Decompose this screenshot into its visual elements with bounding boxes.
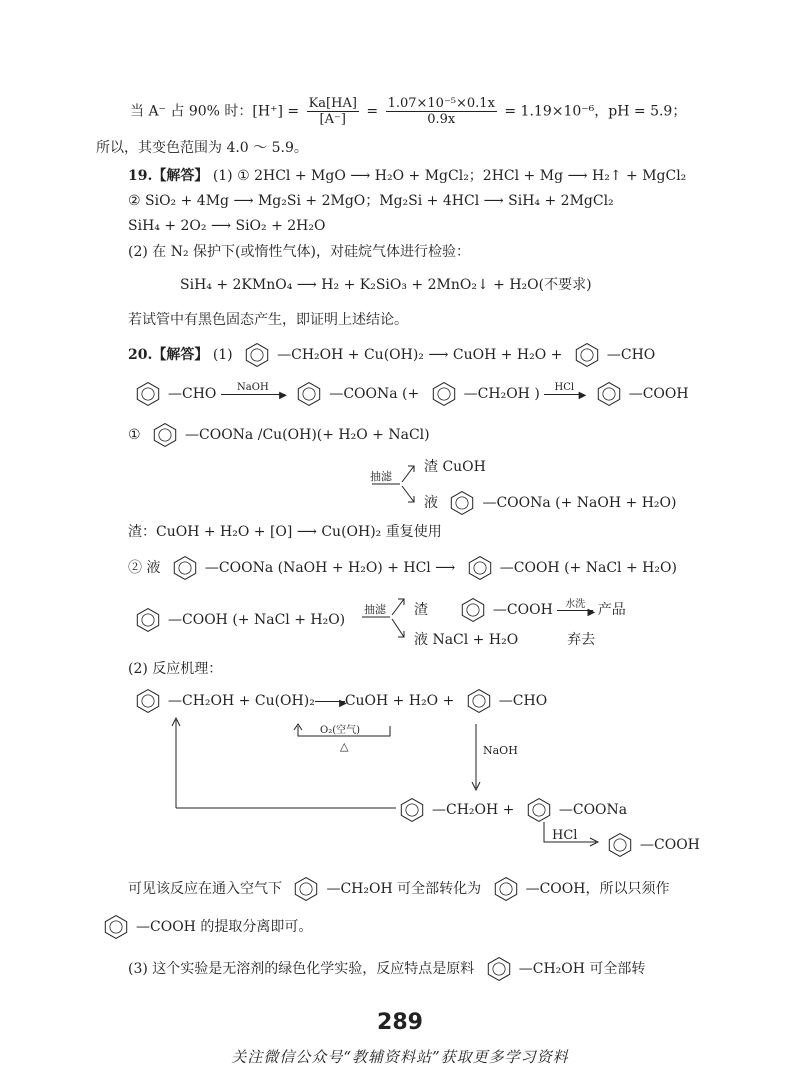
discard-label: 弃去 — [567, 632, 596, 648]
residue-acid: —COOH — [492, 602, 553, 618]
benzene-ring-icon — [130, 607, 166, 633]
conclusion-text-a: 可见该反应在通入空气下 — [128, 881, 282, 897]
benzene-ring-icon — [481, 956, 517, 982]
wash-label: 水洗 — [565, 598, 586, 610]
q19-conclusion: 若试管中有黑色固态产生，即证明上述结论。 — [128, 312, 408, 328]
q19-eq-3: SiH₄ + 2O₂ ⟶ SiO₂ + 2H₂O — [128, 218, 326, 234]
oxygen-air-label: O₂(空气) — [320, 725, 361, 736]
filtrate-contents: —COONa (+ NaOH + H₂O) — [482, 495, 677, 511]
benzene-ring-icon — [167, 555, 203, 581]
q20-part1-label: (1) — [212, 347, 233, 363]
product-label: 产品 — [597, 602, 626, 618]
naoh-reagent: NaOH — [237, 382, 269, 393]
benzene-ring-icon — [426, 381, 462, 407]
q19-heading: 19.【解答】 — [128, 168, 209, 184]
mechanism-title: (2) 反应机理： — [128, 661, 223, 677]
conclusion-text-c: —COOH，所以只须作 — [525, 881, 670, 897]
filtrate-1 — [424, 490, 676, 516]
wash-arrow: 水洗 ▶ — [557, 610, 593, 611]
calc-prefix: 当 A⁻ 占 90% 时：[H⁺] = — [130, 103, 300, 120]
q3-text-a: (3) 这个实验是无溶剂的绿色化学实验，反应特点是原料 — [128, 961, 475, 977]
value-fraction — [386, 96, 497, 127]
residue-label-2: 渣 — [414, 602, 428, 618]
residue-cuoh: 渣 CuOH — [424, 459, 486, 475]
hcl-reagent: HCl — [554, 382, 575, 393]
benzene-ring-icon — [455, 597, 491, 623]
q20-line-3 — [128, 422, 430, 448]
hcl-arrow: HCl ▶ — [544, 393, 584, 395]
branch-arrows-1 — [370, 456, 430, 516]
residue-2 — [414, 597, 626, 623]
benzene-ring-icon — [239, 342, 275, 368]
benzene-ring-icon — [462, 555, 498, 581]
mech-hcl-label: HCl — [552, 828, 578, 843]
mech-reactants: —CH₂OH + Cu(OH)₂ — [168, 693, 315, 709]
benzene-ring-icon — [602, 832, 638, 858]
page-number: 289 — [377, 1010, 423, 1035]
step-2-label: ② 液 — [128, 560, 161, 576]
value-denominator: 0.9x — [427, 112, 456, 127]
q19-line-1 — [128, 167, 686, 185]
range-conclusion: 所以，其变色范围为 4.0 ～ 5.9。 — [96, 140, 308, 156]
mech-intermediates: CuOH + H₂O + — [344, 693, 455, 709]
ka-numerator: Ka[HA] — [308, 96, 357, 111]
step2-products: —COOH (+ NaCl + H₂O) — [499, 560, 677, 576]
step-1-marker: ① — [128, 427, 141, 443]
ka-denominator: [A⁻] — [319, 112, 346, 127]
mech-benzoic-acid: —COOH — [640, 837, 700, 853]
conclusion-line-2 — [96, 914, 312, 940]
residue-recycle-eq: 渣：CuOH + H₂O + [O] ⟶ Cu(OH)₂ 重复使用 — [128, 524, 442, 540]
benzene-ring-icon — [488, 876, 524, 902]
q3-line — [128, 956, 645, 982]
q20-line-1 — [128, 342, 655, 368]
benzene-ring-icon — [130, 381, 166, 407]
ph-calculation-line — [130, 96, 686, 127]
q20-eq1-product: —CHO — [606, 347, 656, 363]
benzene-ring-icon — [444, 490, 480, 516]
conclusion-text-d: —COOH 的提取分离即可。 — [136, 919, 313, 935]
conclusion-line-1 — [128, 876, 669, 902]
benzene-ring-icon — [569, 342, 605, 368]
benzene-ring-icon — [291, 381, 327, 407]
filter-label-1: 抽滤 — [370, 470, 392, 483]
mech-benzoate: —COONa — [558, 802, 628, 818]
benzene-ring-icon — [288, 876, 324, 902]
benzaldehyde-label: —CHO — [168, 386, 217, 402]
benzene-ring-icon — [591, 381, 627, 407]
filter-2-line — [128, 607, 345, 633]
step1-mixture: —COONa /Cu(OH)(+ H₂O + NaCl) — [185, 427, 430, 443]
mech-alcohol: —CH₂OH + — [432, 802, 515, 818]
value-numerator: 1.07×10⁻⁵×0.1x — [387, 96, 495, 111]
filtrate-2 — [414, 631, 595, 649]
footer-watermark: 关注微信公众号“教辅资料站”获取更多学习资料 — [231, 1048, 569, 1066]
q19-eq-1: (1) ① 2HCl + MgO ⟶ H₂O + MgCl₂；2HCl + Mg ⟶ H₂↑ + MgCl₂ — [212, 168, 687, 184]
step-2-line — [128, 555, 677, 581]
calc-equals: = — [366, 103, 379, 120]
q19-eq-2: ② SiO₂ + 4Mg ⟶ Mg₂Si + 2MgO；Mg₂Si + 4HCl ⟶ SiH₄ + 2MgCl₂ — [128, 193, 614, 209]
filter-label-2: 抽滤 — [364, 603, 386, 616]
benzene-ring-icon — [98, 914, 134, 940]
q19-eq-kmno4: SiH₄ + 2KMnO₄ ⟶ H₂ + K₂SiO₃ + 2MnO₂↓ + H₂O(不要求) — [180, 277, 592, 293]
q19-part2: (2) 在 N₂ 保护下(或惰性气体)，对硅烷气体进行检验： — [128, 244, 470, 260]
benzyl-alcohol-label: —CH₂OH ) — [463, 386, 540, 402]
step2-reactants: —COONa (NaOH + H₂O) + HCl ⟶ — [204, 560, 456, 576]
sodium-benzoate-label: —COONa (+ — [329, 386, 420, 402]
branch-arrows-2 — [360, 593, 420, 653]
mech-aldehyde: —CHO — [498, 693, 548, 709]
ka-fraction — [307, 96, 359, 127]
mech-naoh-label: NaOH — [483, 744, 518, 757]
heat-symbol: △ — [340, 740, 349, 753]
benzene-ring-icon — [147, 422, 183, 448]
calc-result: = 1.19×10⁻⁶，pH = 5.9； — [504, 103, 687, 120]
benzene-ring-icon — [394, 797, 430, 823]
conclusion-text-b: —CH₂OH 可全部转化为 — [326, 881, 482, 897]
q20-eq1-text: —CH₂OH + Cu(OH)₂ ⟶ CuOH + H₂O + — [277, 347, 563, 363]
filtrate-salt: 液 NaCl + H₂O — [414, 632, 519, 648]
q20-line-2 — [128, 381, 689, 407]
mech-row-3 — [600, 832, 700, 858]
mech-row-1: —CH₂OH + Cu(OH)₂ ▶ CuOH + H₂O + —CHO — [128, 688, 547, 714]
acid-mixture: —COOH (+ NaCl + H₂O) — [168, 612, 346, 628]
q20-heading: 20.【解答】 — [128, 347, 209, 363]
q3-text-b: —CH₂OH 可全部转 — [518, 961, 646, 977]
filtrate-label: 液 — [424, 495, 438, 511]
benzoic-acid-label: —COOH — [628, 386, 689, 402]
naoh-arrow: NaOH ▶ — [221, 393, 285, 395]
